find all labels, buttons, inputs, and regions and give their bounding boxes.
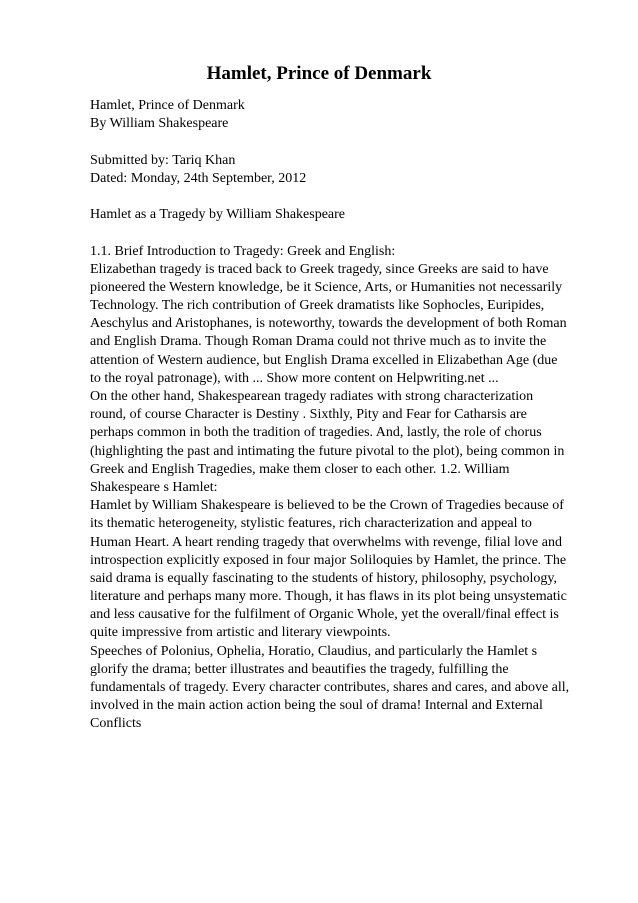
body-line: said drama is equally fascinating to the students of history, philosophy, psychology, [90, 570, 557, 586]
body-line: Elizabethan tragedy is traced back to Greek tragedy, since Greeks are said to have [90, 261, 549, 277]
body-line: Speeches of Polonius, Ophelia, Horatio, Claudius, and particularly the Hamlet s [90, 643, 538, 659]
body-line: Greek and English Tragedies, make them closer to each other. 1.2. William [90, 461, 510, 477]
body-line: round, of course Character is Destiny . Sixthly, Pity and Fear for Catharsis are [90, 407, 527, 423]
spacer [90, 188, 600, 206]
body-line: pioneered the Western knowledge, be it Science, Arts, or Humanities not necessarily [90, 279, 563, 295]
date-line: Dated: Monday, 24th September, 2012 [90, 170, 307, 186]
body-line: 1.1. Brief Introduction to Tragedy: Greek and English: [90, 243, 396, 259]
body-line: literature and perhaps many more. Though, it has flaws in its plot being unsystematic [90, 589, 567, 605]
body-line: and English Drama. Though Roman Drama could not thrive much as to invite the [90, 334, 547, 350]
header-line: Hamlet, Prince of Denmark [90, 98, 245, 113]
body-line: Aeschylus and Aristophanes, is noteworthy, towards the development of both Roman [90, 316, 567, 332]
submission-block [90, 152, 600, 188]
body-line: Shakespeare s Hamlet: [90, 479, 218, 495]
spacer [90, 133, 600, 151]
spacer [90, 224, 600, 242]
body-line: Technology. The rich contribution of Greek dramatists like Sophocles, Euripides, [90, 298, 545, 314]
body-line: On the other hand, Shakespearean tragedy radiates with strong characterization [90, 389, 534, 404]
body-line: quite impressive from artistic and literary viewpoints. [90, 625, 391, 641]
body-line: perhaps common in both the tradition of tragedies. And, lastly, the role of chorus [90, 425, 542, 441]
body-line: fundamentals of tragedy. Every character contributes, shares and cares, and above all, [90, 680, 570, 695]
document-body [90, 97, 600, 734]
document-title: Hamlet, Prince of Denmark [206, 63, 432, 84]
body-line: involved in the main action action being the soul of drama! Internal and External [90, 698, 543, 714]
body-line: attention of Western audience, but English Drama excelled in Elizabethan Age (due [90, 352, 558, 368]
author-line: By William Shakespeare [90, 116, 229, 132]
subject-line: Hamlet as a Tragedy by William Shakespeare [90, 207, 346, 223]
submitted-by-line: Submitted by: Tariq Khan [90, 152, 236, 168]
body-line: to the royal patronage), with ... Show more content on Helpwriting.net ... [90, 370, 499, 386]
body-line: Hamlet by William Shakespeare is believed to be the Crown of Tragedies because of [90, 498, 564, 514]
body-line: Conflicts [90, 716, 142, 732]
header-block [90, 97, 600, 133]
body-line: and less causative for the fulfilment of Organic Whole, yet the overall/final effect is [90, 607, 559, 623]
essay-body [90, 243, 600, 734]
body-line: its thematic heterogeneity, stylistic features, rich characterization and appeal to [90, 516, 532, 532]
body-line: glorify the drama; better illustrates and beautifies the tragedy, fulfilling the [90, 661, 509, 677]
body-line: Human Heart. A heart rending tragedy that overwhelms with revenge, filial love and [90, 534, 562, 550]
body-line: introspection explicitly exposed in four major Soliloquies by Hamlet, the prince. The [90, 552, 567, 568]
body-line: (highlighting the past and intimating the future pivotal to the plot), being common in [90, 443, 565, 459]
